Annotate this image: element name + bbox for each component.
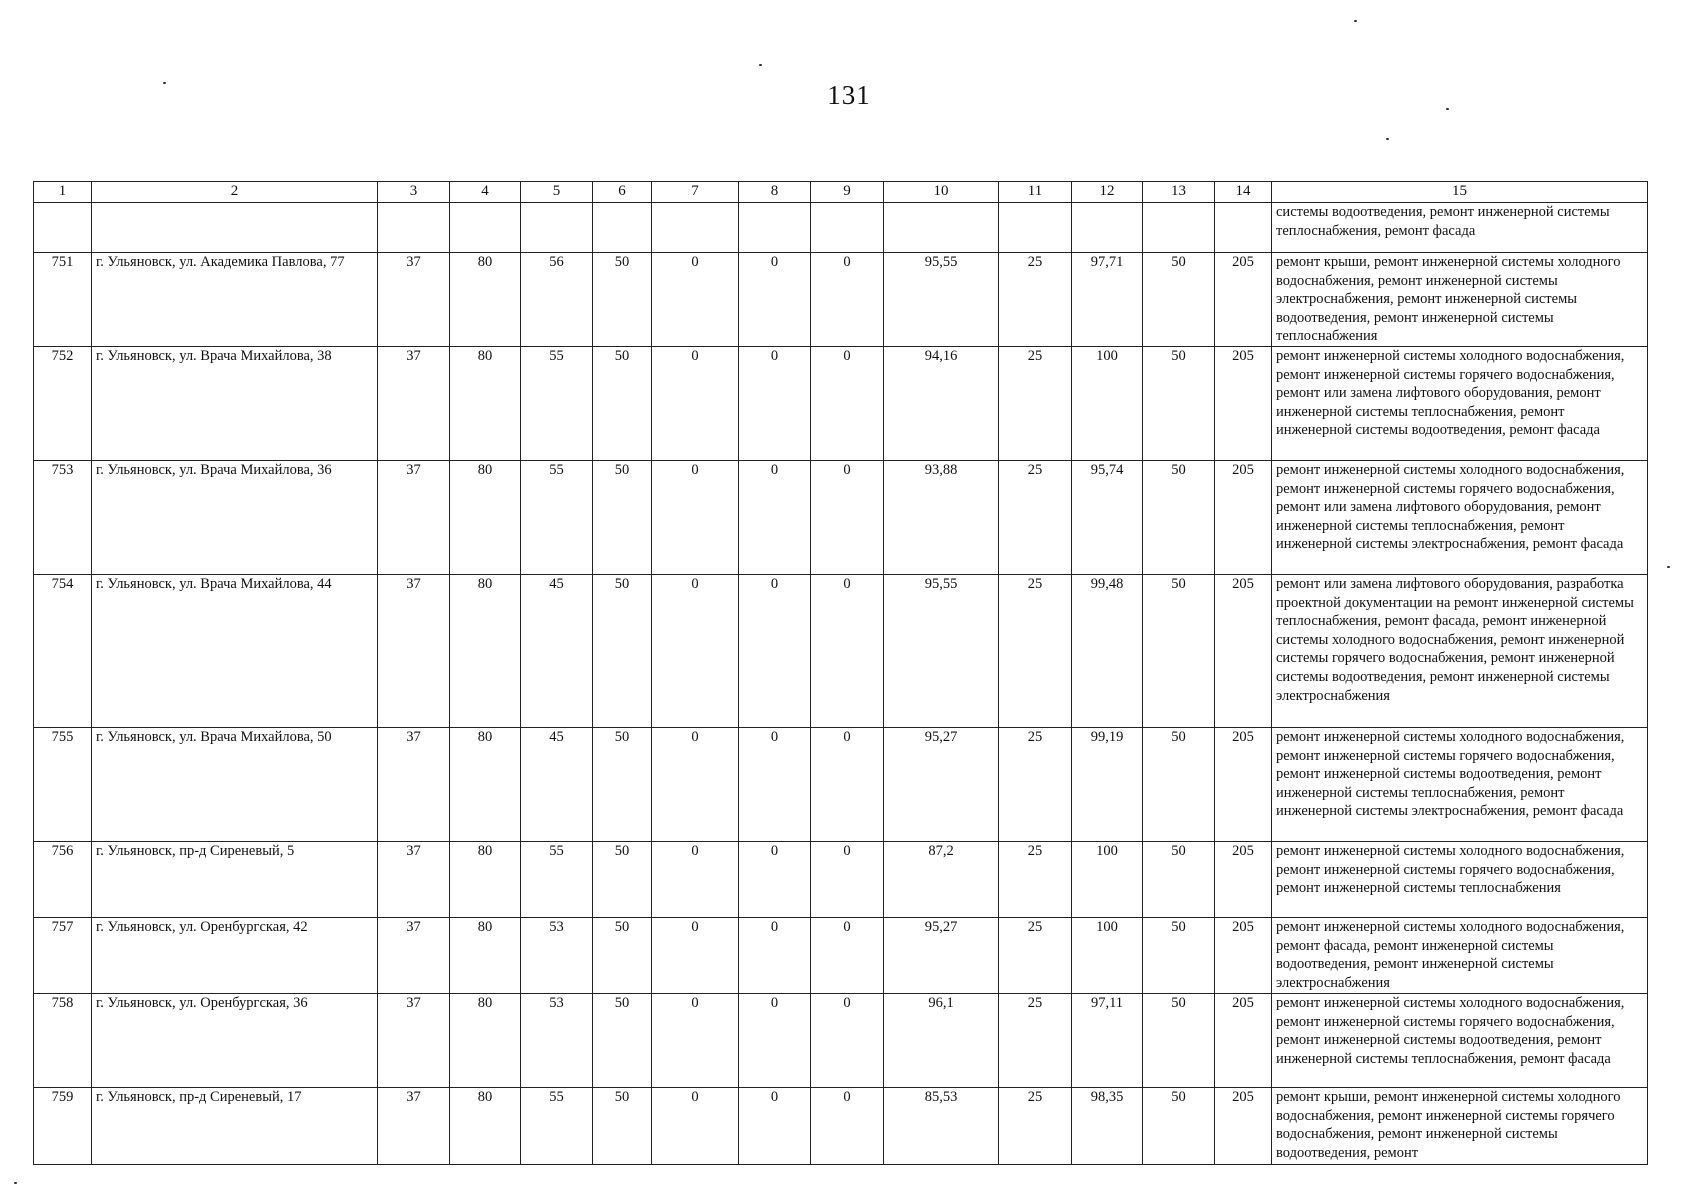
column-header: 1 [34,182,92,203]
works-cell: ремонт крыши, ремонт инженерной системы холодного водоснабжения, ремонт инженерной системы горячего водоснабжения, ремонт инженерной системы водоотведения, ремонт [1272,1088,1648,1165]
value-cell: 87,2 [884,842,999,918]
works-cell: ремонт инженерной системы холодного водоснабжения, ремонт фасада, ремонт инженерной системы водоотведения, ремонт инженерной системы электроснабжения [1272,918,1648,994]
value-cell: 80 [450,253,521,347]
value-cell: 55 [521,461,593,575]
value-cell: 205 [1215,918,1272,994]
value-cell: 50 [1143,728,1215,842]
column-header: 15 [1272,182,1648,203]
column-header: 11 [999,182,1072,203]
column-header: 3 [378,182,450,203]
value-cell: 0 [739,347,811,461]
scan-speck [163,82,166,84]
registry-table [33,181,1648,1165]
table-row [34,575,1648,728]
value-cell: 80 [450,918,521,994]
value-cell: 50 [593,253,652,347]
value-cell: 97,71 [1072,253,1143,347]
value-cell: 80 [450,842,521,918]
value-cell: 0 [739,1088,811,1165]
value-cell: 50 [593,575,652,728]
value-cell: 205 [1215,461,1272,575]
value-cell: 37 [378,347,450,461]
value-cell: 25 [999,842,1072,918]
value-cell: 37 [378,575,450,728]
value-cell: 37 [378,253,450,347]
value-cell: 53 [521,994,593,1088]
value-cell: 95,27 [884,918,999,994]
value-cell: 45 [521,728,593,842]
row-index-cell: 754 [34,575,92,728]
column-header: 4 [450,182,521,203]
address-cell: г. Ульяновск, ул. Врача Михайлова, 36 [92,461,378,575]
value-cell: 37 [378,994,450,1088]
page-number: 131 [827,80,871,110]
value-cell: 37 [378,461,450,575]
column-header: 5 [521,182,593,203]
value-cell: 205 [1215,728,1272,842]
value-cell: 0 [739,994,811,1088]
row-index-cell: 758 [34,994,92,1088]
table-row [34,461,1648,575]
value-cell: 50 [593,347,652,461]
table-header [34,182,1648,203]
value-cell: 85,53 [884,1088,999,1165]
value-cell: 25 [999,728,1072,842]
value-cell: 55 [521,1088,593,1165]
column-header: 13 [1143,182,1215,203]
value-cell: 0 [739,728,811,842]
row-index-cell: 759 [34,1088,92,1165]
value-cell: 0 [811,461,884,575]
table-row [34,728,1648,842]
value-cell: 95,74 [1072,461,1143,575]
value-cell: 50 [593,918,652,994]
value-cell: 98,35 [1072,1088,1143,1165]
value-cell: 0 [811,842,884,918]
scan-speck [759,64,762,66]
value-cell: 205 [1215,347,1272,461]
value-cell: 50 [1143,575,1215,728]
value-cell: 100 [1072,918,1143,994]
address-cell: г. Ульяновск, ул. Оренбургская, 36 [92,994,378,1088]
value-cell: 50 [1143,842,1215,918]
value-cell: 0 [652,575,739,728]
address-cell: г. Ульяновск, ул. Врача Михайлова, 38 [92,347,378,461]
value-cell: 25 [999,575,1072,728]
column-header: 8 [739,182,811,203]
value-cell: 45 [521,575,593,728]
address-cell: г. Ульяновск, ул. Врача Михайлова, 44 [92,575,378,728]
value-cell: 80 [450,461,521,575]
value-cell: 95,27 [884,728,999,842]
value-cell: 80 [450,1088,521,1165]
works-cell: ремонт инженерной системы холодного водоснабжения, ремонт инженерной системы горячего водоснабжения, ремонт или замена лифтового оборудования, ремонт инженерной системы теплоснабжения, ремонт инженерной системы водоотведения, ремонт фасада [1272,347,1648,461]
continuation-row [34,203,1648,253]
value-cell: 50 [1143,253,1215,347]
value-cell: 50 [1143,347,1215,461]
value-cell: 50 [1143,1088,1215,1165]
works-cell: системы водоотведения, ремонт инженерной системы теплоснабжения, ремонт фасада [1272,203,1648,253]
value-cell: 0 [739,575,811,728]
value-cell: 0 [652,994,739,1088]
address-cell: г. Ульяновск, ул. Врача Михайлова, 50 [92,728,378,842]
value-cell: 99,48 [1072,575,1143,728]
value-cell: 37 [378,918,450,994]
table-row [34,347,1648,461]
value-cell: 0 [739,461,811,575]
address-cell: г. Ульяновск, ул. Академика Павлова, 77 [92,253,378,347]
value-cell: 0 [739,918,811,994]
value-cell: 50 [1143,994,1215,1088]
table-row [34,918,1648,994]
value-cell: 25 [999,994,1072,1088]
value-cell: 50 [593,728,652,842]
table-row [34,1088,1648,1165]
value-cell: 97,11 [1072,994,1143,1088]
value-cell: 205 [1215,994,1272,1088]
value-cell: 0 [652,728,739,842]
value-cell: 50 [593,1088,652,1165]
value-cell: 99,19 [1072,728,1143,842]
value-cell: 37 [378,728,450,842]
scan-speck [1354,20,1357,22]
value-cell: 0 [811,728,884,842]
value-cell: 37 [378,1088,450,1165]
column-header: 12 [1072,182,1143,203]
value-cell: 0 [652,1088,739,1165]
value-cell: 0 [652,253,739,347]
value-cell: 205 [1215,1088,1272,1165]
column-header: 10 [884,182,999,203]
value-cell: 80 [450,347,521,461]
scan-speck [1446,108,1449,110]
value-cell: 100 [1072,842,1143,918]
value-cell: 56 [521,253,593,347]
row-index-cell: 756 [34,842,92,918]
value-cell: 93,88 [884,461,999,575]
row-index-cell: 751 [34,253,92,347]
table-body [34,203,1648,1165]
value-cell: 205 [1215,253,1272,347]
value-cell: 0 [811,1088,884,1165]
value-cell: 25 [999,461,1072,575]
value-cell: 0 [811,253,884,347]
works-cell: ремонт или замена лифтового оборудования, разработка проектной документации на ремонт инженерной системы теплоснабжения, ремонт фасада, ремонт инженерной системы холодного водоснабжения, ремонт инженерной системы горячего водоснабжения, ремонт инженерной системы водоотведения, ремонт инженерной системы электроснабжения [1272,575,1648,728]
value-cell: 0 [811,918,884,994]
value-cell: 55 [521,842,593,918]
table-row [34,842,1648,918]
value-cell: 25 [999,253,1072,347]
value-cell: 0 [811,347,884,461]
column-header: 2 [92,182,378,203]
row-index-cell: 753 [34,461,92,575]
value-cell: 0 [739,253,811,347]
scan-speck [1386,138,1389,140]
value-cell: 80 [450,728,521,842]
value-cell: 0 [811,575,884,728]
row-index-cell: 755 [34,728,92,842]
value-cell: 50 [1143,461,1215,575]
value-cell: 96,1 [884,994,999,1088]
value-cell: 80 [450,575,521,728]
table-row [34,994,1648,1088]
value-cell: 25 [999,918,1072,994]
value-cell: 53 [521,918,593,994]
value-cell: 80 [450,994,521,1088]
works-cell: ремонт крыши, ремонт инженерной системы холодного водоснабжения, ремонт инженерной системы электроснабжения, ремонт инженерной системы водоотведения, ремонт инженерной системы теплоснабжения [1272,253,1648,347]
works-cell: ремонт инженерной системы холодного водоснабжения, ремонт инженерной системы горячего водоснабжения, ремонт инженерной системы теплоснабжения [1272,842,1648,918]
value-cell: 50 [593,842,652,918]
row-index-cell: 752 [34,347,92,461]
scan-speck [14,1182,17,1184]
works-cell: ремонт инженерной системы холодного водоснабжения, ремонт инженерной системы горячего водоснабжения, ремонт инженерной системы водоотведения, ремонт инженерной системы теплоснабжения, ремонт инженерной системы электроснабжения, ремонт фасада [1272,728,1648,842]
value-cell: 95,55 [884,253,999,347]
value-cell: 0 [739,842,811,918]
value-cell: 0 [652,461,739,575]
works-cell: ремонт инженерной системы холодного водоснабжения, ремонт инженерной системы горячего водоснабжения, ремонт инженерной системы водоотведения, ремонт инженерной системы теплоснабжения, ремонт фасада [1272,994,1648,1088]
value-cell: 37 [378,842,450,918]
scan-speck [1667,566,1670,568]
value-cell: 94,16 [884,347,999,461]
column-header: 7 [652,182,739,203]
address-cell: г. Ульяновск, ул. Оренбургская, 42 [92,918,378,994]
works-cell: ремонт инженерной системы холодного водоснабжения, ремонт инженерной системы горячего водоснабжения, ремонт или замена лифтового оборудования, ремонт инженерной системы теплоснабжения, ремонт инженерной системы электроснабжения, ремонт фасада [1272,461,1648,575]
column-header: 9 [811,182,884,203]
row-index-cell: 757 [34,918,92,994]
value-cell: 25 [999,1088,1072,1165]
value-cell: 0 [652,347,739,461]
address-cell: г. Ульяновск, пр-д Сиреневый, 17 [92,1088,378,1165]
value-cell: 205 [1215,842,1272,918]
value-cell: 205 [1215,575,1272,728]
address-cell: г. Ульяновск, пр-д Сиреневый, 5 [92,842,378,918]
table-row [34,253,1648,347]
column-number-row [34,182,1648,203]
value-cell: 55 [521,347,593,461]
value-cell: 50 [1143,918,1215,994]
value-cell: 95,55 [884,575,999,728]
column-header: 14 [1215,182,1272,203]
column-header: 6 [593,182,652,203]
value-cell: 25 [999,347,1072,461]
value-cell: 50 [593,994,652,1088]
value-cell: 0 [652,842,739,918]
value-cell: 0 [811,994,884,1088]
value-cell: 0 [652,918,739,994]
value-cell: 100 [1072,347,1143,461]
value-cell: 50 [593,461,652,575]
